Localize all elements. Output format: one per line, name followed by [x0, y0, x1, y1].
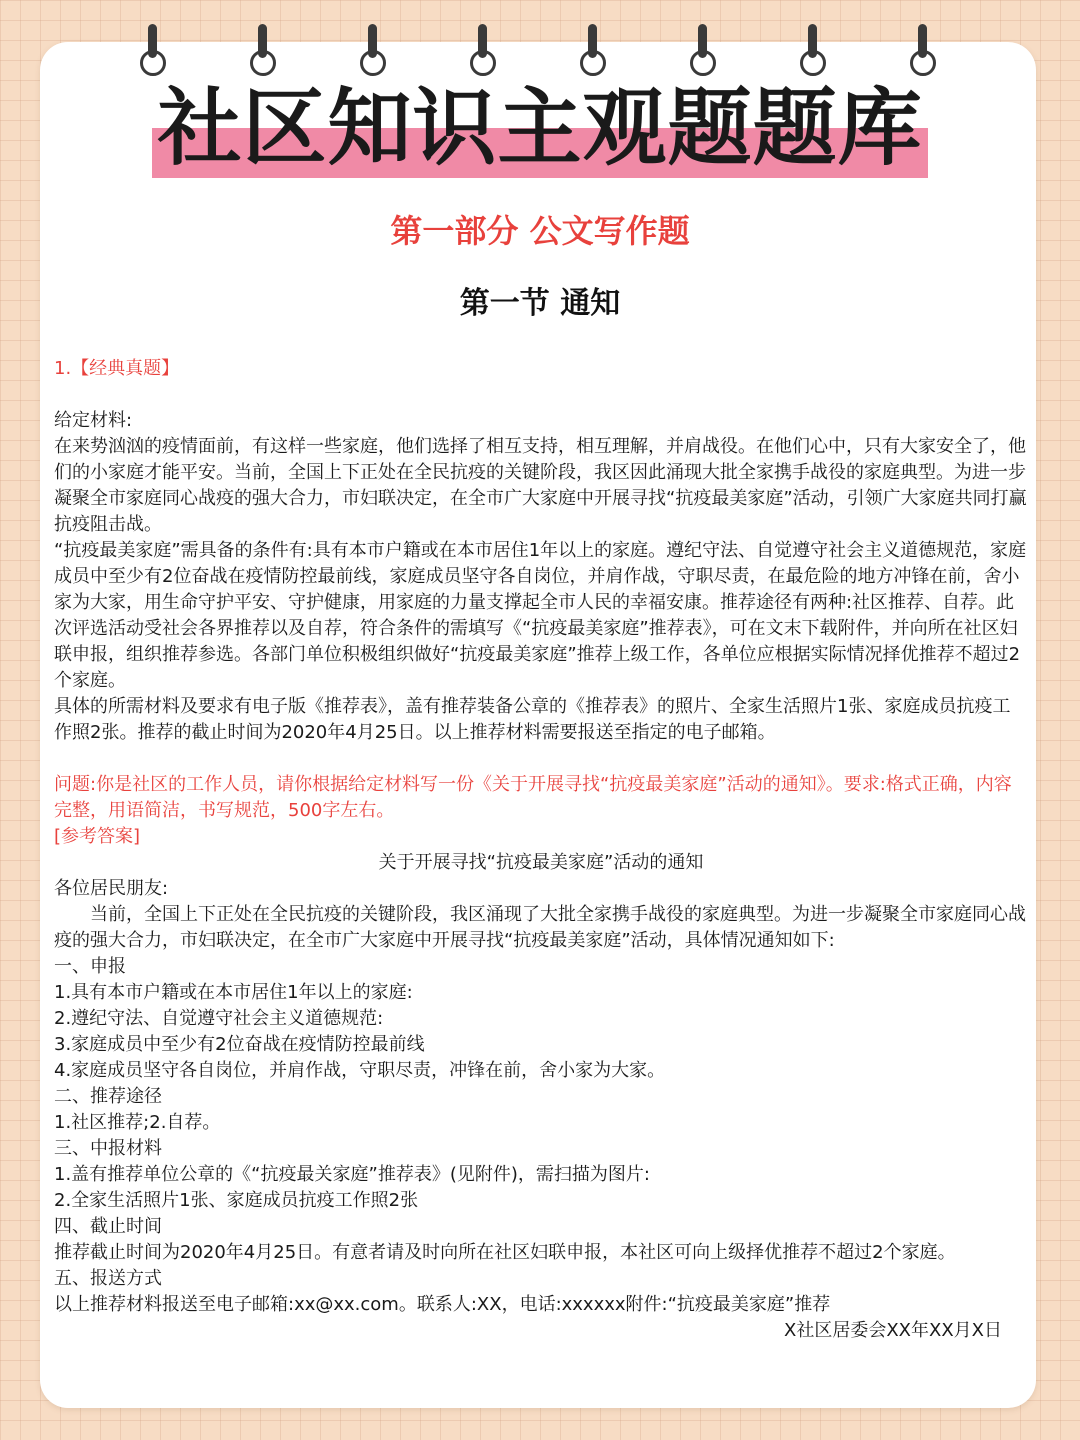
material-paragraph: 具体的所需材料及要求有电子版《推荐表》，盖有推荐装备公章的《推荐表》的照片、全家生活照片1张、家庭成员抗疫工作照2张。推荐的截止时间为2020年4月25日。以上推荐材料需要报送至指定的电子邮箱。: [54, 696, 1011, 743]
part-title: 第一部分 公文写作题: [390, 212, 690, 250]
notice-intro: 当前，全国上下正处在全民抗疫的关键阶段，我区涌现了大批全家携手战役的家庭典型。为进一步凝聚全市家庭同心战疫的强大合力，市妇联决定，在全市广大家庭中开展寻找“抗疫最美家庭”活动，具体情况通知如下:: [54, 904, 1026, 951]
section-title: 第一节 通知: [459, 286, 621, 321]
notice-line: 3.家庭成员中至少有2位奋战在疫情防控最前线: [54, 1034, 425, 1055]
page-title: 社区知识主观题题库: [157, 78, 923, 177]
notice-line: 2.遵纪守法、自觉遵守社会主义道德规范:: [54, 1008, 384, 1029]
binder-ring-icon: [470, 24, 496, 80]
material-paragraph: 在来势汹汹的疫情面前，有这样一些家庭，他们选择了相互支持，相互理解，并肩战役。在他们心中，只有大家安全了，他们的小家庭才能平安。当前，全国上下正处在全民抗疫的关键阶段，我区因此涌现大批全家携手战役的家庭典型。为进一步凝聚全市家庭同心战疫的强大合力，市妇联决定，在全市广大家庭中开展寻找“抗疫最美家庭”活动，引领广大家庭共同打赢抗疫阻击战。: [54, 436, 1027, 535]
binder-ring-icon: [580, 24, 606, 80]
binder-ring-icon: [690, 24, 716, 80]
notice-line: 推荐截止时间为2020年4月25日。有意者请及时向所在社区妇联申报，本社区可向上级择优推荐不超过2个家庭。: [54, 1242, 956, 1263]
notice-line: 一、申报: [54, 956, 126, 977]
notice-title: 关于开展寻找“抗疫最美家庭”活动的通知: [378, 852, 704, 873]
notice-line: 1.具有本市户籍或在本市居住1年以上的家庭:: [54, 982, 413, 1003]
notice-line: 4.家庭成员坚守各自岗位，并肩作战，守职尽责，冲锋在前，舍小家为大家。: [54, 1060, 666, 1081]
binder-ring-icon: [910, 24, 936, 80]
binder-rings: [0, 24, 1080, 84]
answer-label: [参考答案]: [54, 826, 141, 847]
binder-ring-icon: [800, 24, 826, 80]
notice-line: 四、截止时间: [54, 1216, 162, 1237]
notice-line: 1.社区推荐;2.自荐。: [54, 1112, 221, 1133]
binder-ring-icon: [250, 24, 276, 80]
notice-line: 五、报送方式: [54, 1268, 162, 1289]
notice-salutation: 各位居民朋友:: [54, 878, 169, 899]
notice-line: 三、中报材料: [54, 1138, 162, 1159]
question-prompt: 问题:你是社区的工作人员，请你根据给定材料写一份《关于开展寻找“抗疫最美家庭”活动的通知》。要求:格式正确，内容完整，用语简洁，书写规范，500字左右。: [54, 774, 1012, 821]
question-number: 1.【经典真题】: [54, 358, 180, 379]
notice-line: 2.全家生活照片1张、家庭成员抗疫工作照2张: [54, 1190, 419, 1211]
notice-line: 二、推荐途径: [54, 1086, 162, 1107]
notice-signature: X社区居委会XX年XX月X日: [784, 1320, 1002, 1341]
document-body: [54, 356, 1028, 1344]
binder-ring-icon: [360, 24, 386, 80]
notice-line: 以上推荐材料报送至电子邮箱:xx@xx.com。联系人:XX，电话:xxxxxx附件:“抗疫最美家庭”推荐: [54, 1294, 831, 1315]
notice-line: 1.盖有推荐单位公章的《“抗疫最关家庭”推荐表》(见附件)，需扫描为图片:: [54, 1164, 650, 1185]
material-label: 给定材料:: [54, 410, 133, 431]
page-title-block: [152, 76, 928, 180]
binder-ring-icon: [140, 24, 166, 80]
material-paragraph: “抗疫最美家庭”需具备的条件有:具有本市户籍或在本市居住1年以上的家庭。遵纪守法、自觉遵守社会主义道德规范，家庭成员中至少有2位奋战在疫情防控最前线，家庭成员坚守各自岗位，并肩作战，守职尽责，在最危险的地方冲锋在前，舍小家为大家，用生命守护平安、守护健康，用家庭的力量支撑起全市人民的幸福安康。推荐途径有两种:社区推荐、自荐。此次评选活动受社会各界推荐以及自荐，符合条件的需填写《“抗疫最美家庭”推荐表》，可在文末下载附件，并向所在社区妇联申报，组织推荐参选。各部门单位积极组织做好“抗疫最美家庭”推荐上级工作，各单位应根据实际情况择优推荐不超过2个家庭。: [54, 540, 1027, 691]
